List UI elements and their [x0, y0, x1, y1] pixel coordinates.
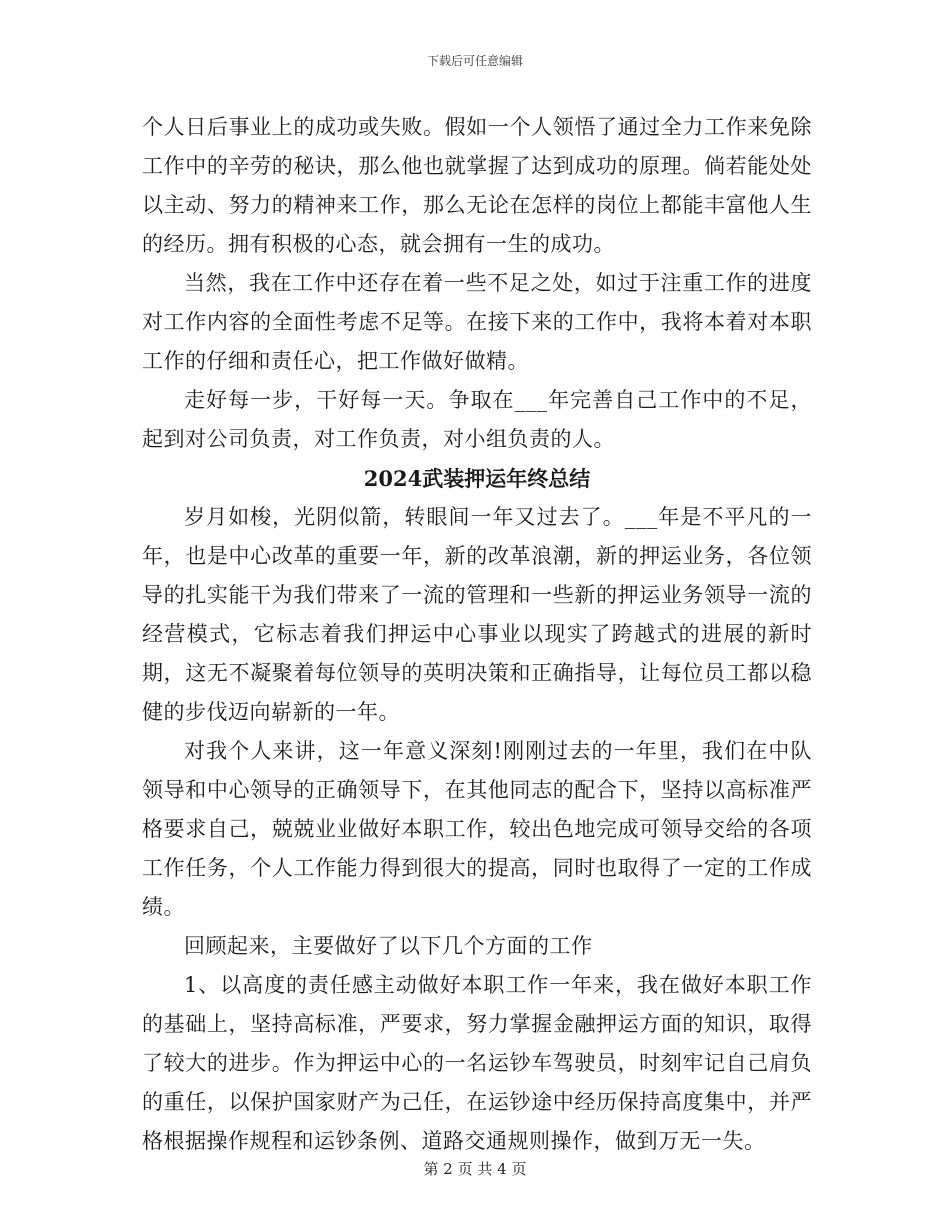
paragraph: 回顾起来，主要做好了以下几个方面的工作: [184, 934, 593, 958]
paragraph: 1、以高度的责任感主动做好本职工作一年来，我在做好本职工作的基础上，坚持高标准，严要求，努力掌握金融押运方面的知识，取得了较大的进步。作为押运中心的一名运钞车驾驶员，时刻牢记自己肩负的重任，以保护国家财产为己任，在运钞途中经历保持高度集中，并严格根据操作规程和运钞条例、道路交通规则操作，做到万无一失。: [142, 973, 812, 1153]
paragraph: 个人日后事业上的成功或失败。假如一个人领悟了通过全力工作来免除工作中的辛劳的秘诀，那么他也就掌握了达到成功的原理。倘若能处处以主动、努力的精神来工作，那么无论在怎样的岗位上都能丰富他人生的经历。拥有积极的心态，就会拥有一生的成功。: [142, 115, 812, 256]
document-body: [142, 108, 812, 1161]
page-header: 下载后可任意编辑: [426, 54, 523, 68]
paragraph: 岁月如梭，光阴似箭，转眼间一年又过去了。___年是不平凡的一年，也是中心改革的重要一年，新的改革浪潮，新的押运业务，各位领导的扎实能干为我们带来了一流的管理和一些新的押运业务领导一流的经营模式，它标志着我们押运中心事业以现实了跨越式的进展的新时期，这无不凝聚着每位领导的英明决策和正确指导，让每位员工都以稳健的步伐迈向崭新的一年。: [142, 505, 812, 724]
paragraph: 对我个人来讲，这一年意义深刻!刚刚过去的一年里，我们在中队领导和中心领导的正确领导下，在其他同志的配合下，坚持以高标准严格要求自己，兢兢业业做好本职工作，较出色地完成可领导交给的各项工作任务，个人工作能力得到很大的提高，同时也取得了一定的工作成绩。: [142, 739, 812, 919]
paragraph: 走好每一步，干好每一天。争取在___年完善自己工作中的不足，起到对公司负责，对工作负责，对小组负责的人。: [142, 388, 812, 451]
section-title: 2024武装押运年终总结: [363, 466, 591, 491]
paragraph: 当然，我在工作中还存在着一些不足之处，如过于注重工作的进度对工作内容的全面性考虑不足等。在接下来的工作中，我将本着对本职工作的仔细和责任心，把工作做好做精。: [142, 271, 812, 373]
page-footer: 第 2 页 共 4 页: [423, 1160, 527, 1178]
